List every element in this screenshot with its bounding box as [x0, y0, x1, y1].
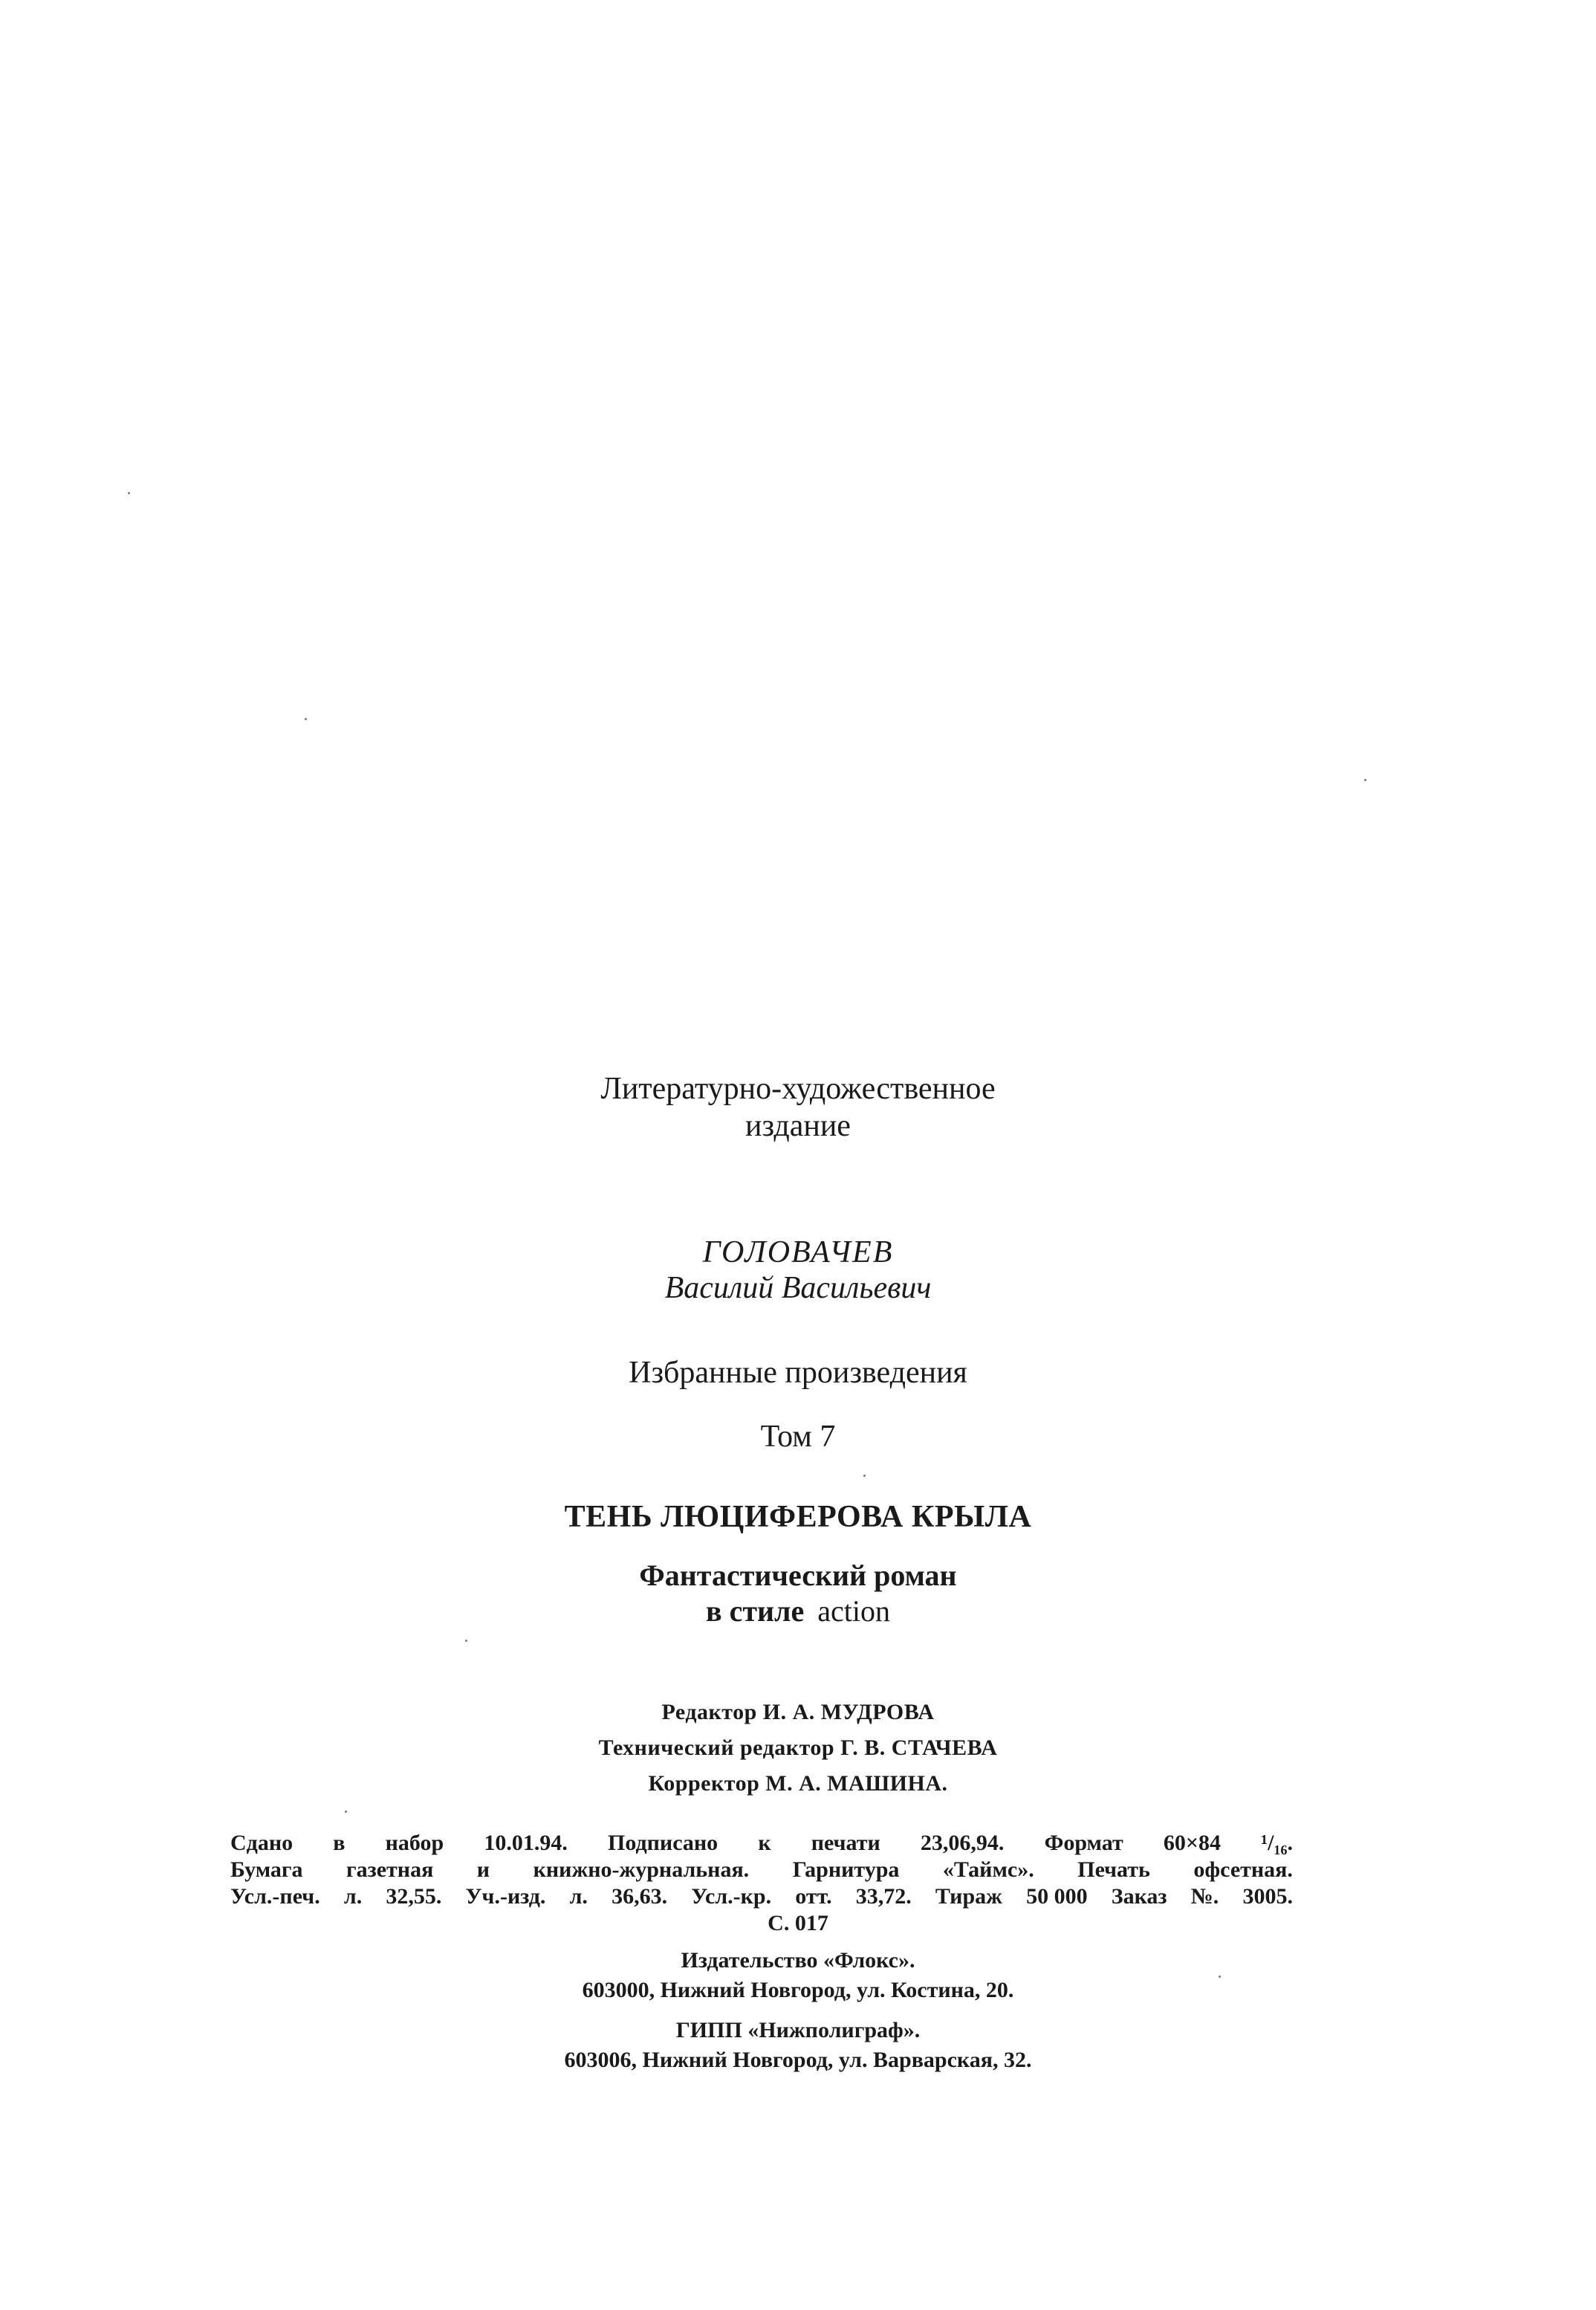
imprint-word: Усл.-кр.	[691, 1884, 772, 1909]
subtitle-line-2-prefix: в стиле	[706, 1594, 805, 1628]
imprint-word: л.	[569, 1884, 588, 1909]
imprint-word: «Таймс».	[942, 1857, 1034, 1882]
imprint-line-1	[230, 1830, 1293, 1857]
imprint-line-2	[230, 1857, 1293, 1883]
genre-line-1: Литературно-художественное	[600, 1072, 996, 1106]
imprint-word: Сдано	[230, 1831, 293, 1855]
imprint-word: Уч.-изд.	[465, 1884, 546, 1909]
imprint-word: к	[758, 1831, 771, 1855]
imprint-word: Печать	[1077, 1857, 1150, 1882]
genre-line-2: издание	[745, 1109, 851, 1143]
author-last-name: ГОЛОВАЧЕВ	[702, 1235, 894, 1269]
publisher-info	[0, 1946, 1596, 2005]
imprint-word: Бумага	[230, 1857, 303, 1882]
volume-number: Том 7	[760, 1420, 836, 1454]
imprint-word: отт.	[795, 1884, 832, 1909]
imprint-word: 32,55.	[386, 1884, 442, 1909]
printer-name: ГИПП «Нижполиграф».	[675, 2018, 921, 2042]
imprint-word: 3005.	[1242, 1884, 1293, 1909]
staff-credits	[0, 1695, 1596, 1802]
book-title: ТЕНЬ ЛЮЦИФЕРОВА КРЫЛА	[564, 1500, 1032, 1534]
print-speck	[345, 1811, 347, 1813]
imprint-word: Подписано	[607, 1831, 718, 1855]
imprint-word: Тираж	[935, 1884, 1002, 1909]
imprint-word: 23,06,94.	[920, 1831, 1005, 1855]
imprint-word: и	[476, 1857, 490, 1882]
imprint-word: набор	[385, 1831, 444, 1855]
editor-credit: Редактор И. А. МУДРОВА	[661, 1700, 935, 1724]
imprint-word: в	[333, 1831, 346, 1855]
imprint-line-3	[230, 1883, 1293, 1910]
subtitle-line-2-suffix: action	[817, 1594, 890, 1628]
imprint-code: С. 017	[768, 1911, 828, 1935]
publisher-name: Издательство «Флокс».	[681, 1948, 915, 1973]
book-subtitle	[0, 1558, 1596, 1629]
imprint-block	[230, 1830, 1293, 1910]
imprint-word: ¹/₁₆.	[1261, 1831, 1293, 1855]
imprint-word: Формат	[1044, 1831, 1123, 1855]
print-speck	[128, 492, 130, 494]
subtitle-line-1: Фантастический роман	[639, 1559, 957, 1592]
publisher-address: 603000, Нижний Новгород, ул. Костина, 20.	[582, 1978, 1014, 2002]
imprint-word: №.	[1190, 1884, 1219, 1909]
imprint-word: Заказ	[1111, 1884, 1167, 1909]
imprint-word: книжно-журнальная.	[533, 1857, 750, 1882]
imprint-word: печати	[811, 1831, 880, 1855]
imprint-word: Гарнитура	[792, 1857, 900, 1882]
imprint-word: 50 000	[1026, 1884, 1088, 1909]
series-name: Избранные произведения	[629, 1356, 967, 1390]
print-speck	[305, 718, 307, 720]
printer-address: 603006, Нижний Новгород, ул. Варварская, 32.	[564, 2048, 1032, 2072]
imprint-word: 36,63.	[612, 1884, 668, 1909]
imprint-word: офсетная.	[1193, 1857, 1293, 1882]
print-speck	[1364, 779, 1366, 781]
author-first-names: Василий Васильевич	[664, 1271, 932, 1305]
genre-label	[0, 1070, 1596, 1145]
imprint-word: Усл.-печ.	[230, 1884, 320, 1909]
print-speck	[863, 1475, 866, 1477]
tech-editor-credit: Технический редактор Г. В. СТАЧЕВА	[598, 1735, 998, 1760]
print-speck	[465, 1640, 467, 1642]
imprint-word: 10.01.94.	[484, 1831, 568, 1855]
subtitle-line-2	[0, 1594, 1596, 1629]
proofreader-credit: Корректор М. А. МАШИНА.	[648, 1771, 948, 1796]
imprint-word: газетная	[346, 1857, 434, 1882]
imprint-word: 60×84	[1163, 1831, 1221, 1855]
imprint-word: 33,72.	[855, 1884, 912, 1909]
printer-info	[0, 2016, 1596, 2075]
imprint-word: л.	[343, 1884, 363, 1909]
print-speck	[1219, 1976, 1221, 1978]
